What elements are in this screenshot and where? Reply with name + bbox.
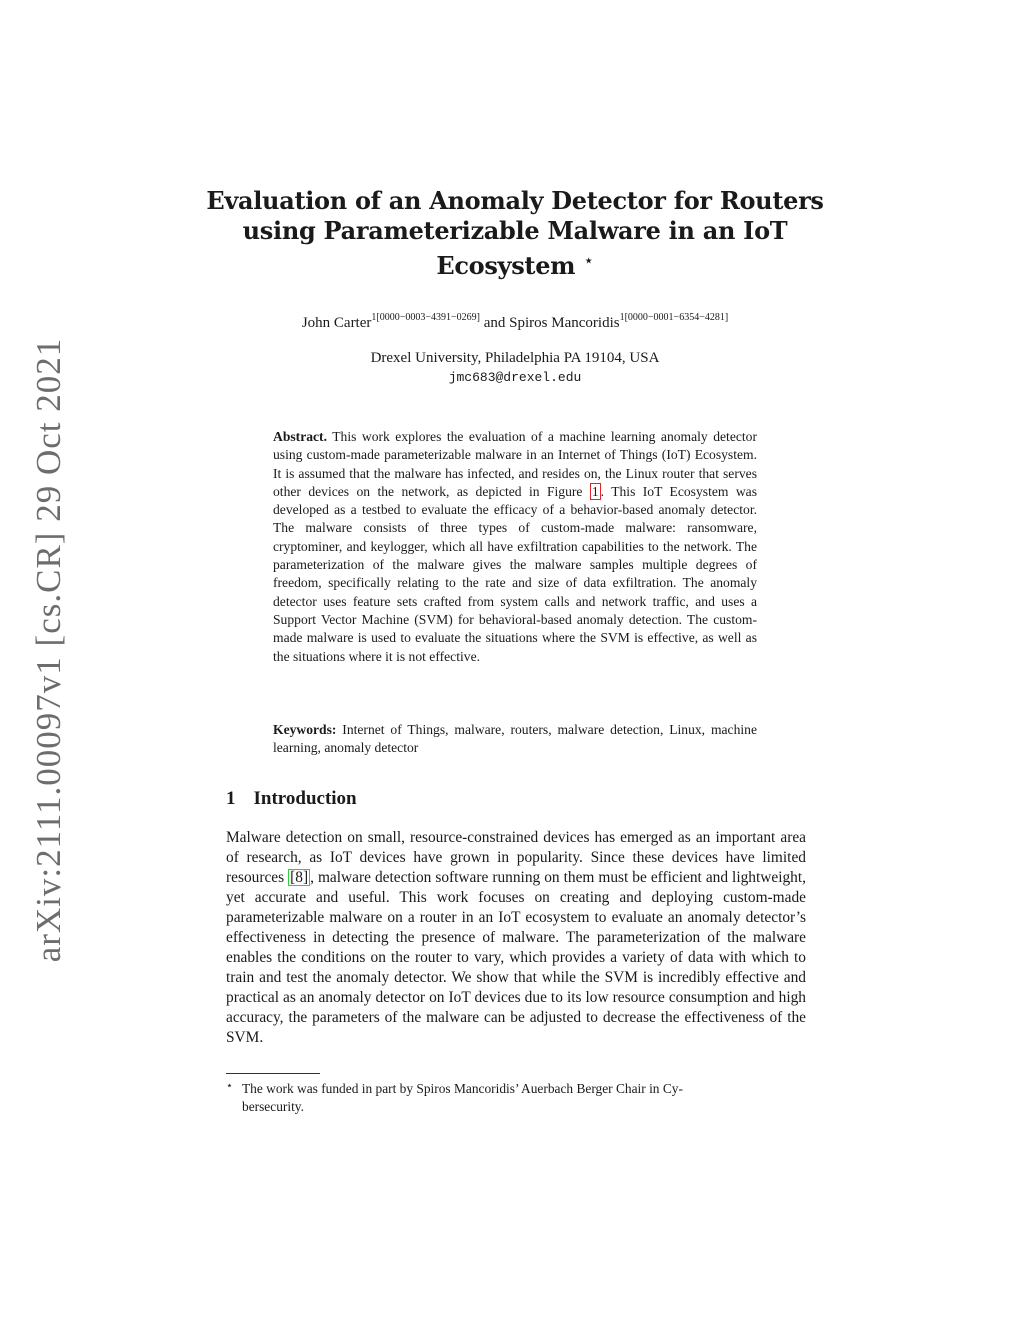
title-line-2: using Parameterizable Malware in an IoT <box>242 216 788 245</box>
footnote-text-1: The work was funded in part by Spiros Mancoridis’ Auerbach Berger Chair in Cy- <box>242 1081 683 1096</box>
title-line-1: Evaluation of an Anomaly Detector for Routers <box>206 186 824 215</box>
title-line-3-text: Ecosystem <box>436 251 576 280</box>
abstract-text-part-1: This work explores the evaluation of a machine learning anomaly detector using custom-made parameterizable malware in an Internet of Things (IoT) Ecosystem. It is assumed that the malware has infected, and resides on, the Linux router that serves other devices on the network, as depicted in Figure <box>273 429 757 499</box>
author-name-2: Spiros Mancoridis <box>509 315 620 331</box>
citation-reference-link[interactable]: [8] <box>290 869 309 887</box>
footnote-text-2: bersecurity. <box>242 1099 304 1114</box>
footnote-mark: ⋆ <box>226 1080 233 1092</box>
intro-text-part-1: Malware detection on small, resource-constrained devices has emerged as an important area of research, as IoT devices have grown in popularity. Since these devices have limited resources <box>226 829 806 887</box>
author-1-orcid[interactable]: 1[0000−0003−4391−0269] <box>371 312 480 323</box>
arxiv-identifier: arXiv:2111.00097v1 [cs.CR] 29 Oct 2021 <box>29 337 68 963</box>
introduction-paragraph <box>226 828 806 1049</box>
abstract-label: Abstract. <box>273 429 327 444</box>
keywords <box>273 721 757 758</box>
author-connector: and <box>479 315 510 331</box>
keywords-label: Keywords: <box>273 722 337 737</box>
title-line-3 <box>200 246 830 281</box>
abstract-text-part-2: . This IoT Ecosystem was developed as a testbed to evaluate the efficacy of a behavior-based anomaly detector. The malware consists of three types of custom-made malware: ransomware, cryptominer, and keylogger, which all have exfiltration capabilities to the network. The parameterization of the malware gives the malware samples multiple degrees of freedom, specifically relating to the rate and size of data exfiltration. The anomaly detector uses feature sets crafted from system calls and network traffic, and uses a Support Vector Machine (SVM) for behavioral-based anomaly detection. The custom-made malware is used to evaluate the situations where the SVM is effective, as well as the situations where it is not effective. <box>273 483 757 664</box>
title-footnote-mark[interactable]: ⋆ <box>583 251 594 271</box>
footnote-line-1 <box>226 1077 806 1098</box>
affiliation: Drexel University, Philadelphia PA 19104, USA <box>370 350 660 366</box>
section-number: 1 <box>226 788 236 809</box>
section-heading-introduction <box>226 788 806 810</box>
author-name-1: John Carter <box>301 315 372 331</box>
paper-title <box>200 186 830 281</box>
intro-text-part-2: , malware detection software running on them must be efficient and lightweight, yet accurate and useful. This work focuses on creating and deploying custom-made parameterizable malware on a router in an IoT ecosystem to evaluate an anomaly detector’s effectiveness in detecting the presence of malware. The parameterization of the malware enables the conditions on the router to vary, which provides a variety of data with which to train and test the anomaly detector. We show that while the SVM is incredibly effective and practical as an anomaly detector on IoT devices due to its low resource consumption and high accuracy, the parameters of the malware can be adjusted to decrease the effectiveness of the SVM. <box>226 869 806 1047</box>
abstract <box>273 428 757 666</box>
arxiv-sidebar <box>24 337 74 963</box>
figure-reference-link[interactable]: 1 <box>591 483 599 499</box>
footnote-divider <box>226 1073 320 1074</box>
citation-number: 8 <box>295 869 303 887</box>
author-email[interactable]: jmc683@drexel.edu <box>448 370 582 385</box>
keywords-text: Internet of Things, malware, routers, malware detection, Linux, machine learning, anomaly detector <box>273 722 757 756</box>
author-list <box>200 312 830 332</box>
footnote <box>226 1077 806 1116</box>
section-title: Introduction <box>253 788 357 809</box>
author-2-orcid[interactable]: 1[0000−0001−6354−4281] <box>619 312 729 323</box>
